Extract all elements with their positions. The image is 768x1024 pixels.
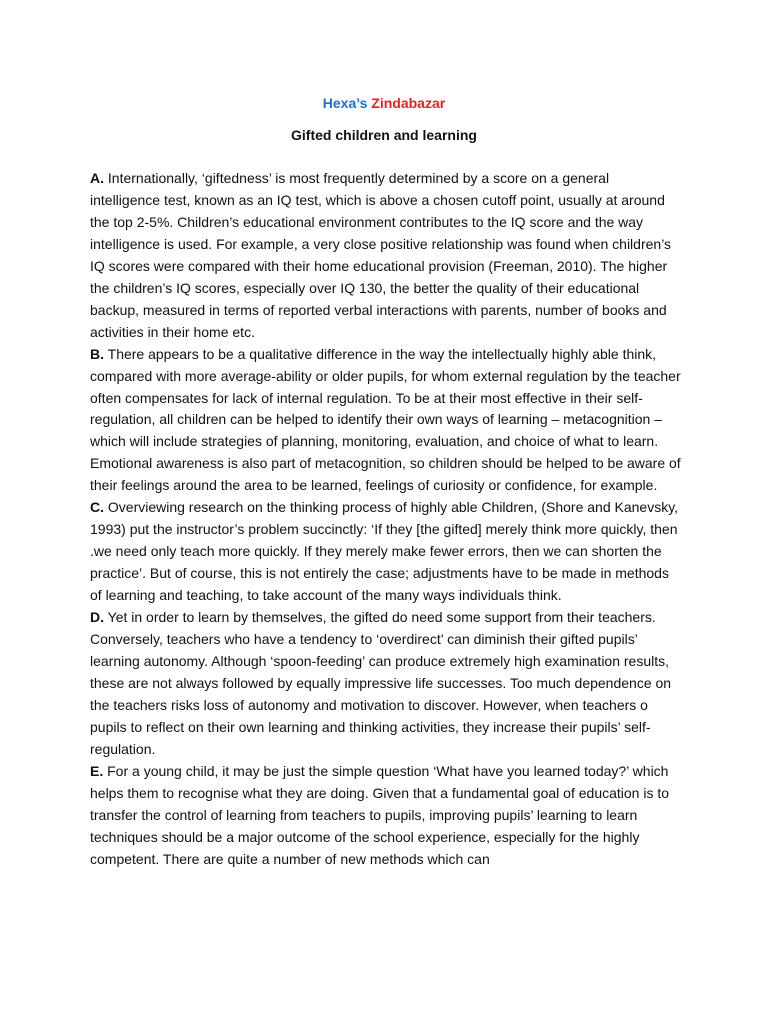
paragraph-e xyxy=(90,761,682,871)
paragraph-text: Internationally, ‘giftedness’ is most frequently determined by a score on a general intelligence test, known as an IQ test, which is above a chosen cutoff point, usually at around the top 2-5%. Children’s educational environment contributes to the IQ score and the way intelligence is used. For example, a very close positive relationship was found when children’s IQ scores were compared with their home educational provision (Freeman, 2010). The higher the children’s IQ scores, especially over IQ 130, the better the quality of their educational backup, measured in terms of reported verbal interactions with parents, number of books and activities in their home etc. xyxy=(90,170,672,340)
paragraph-letter: E. xyxy=(90,762,104,779)
brand-name-part2: Zindabazar xyxy=(371,95,446,111)
paragraph-text: There appears to be a qualitative difference in the way the intellectually highly able think, compared with more average-ability or older pupils, for whom external regulation by the teacher often compensates for lack of internal regulation. To be at their most effective in their self-regulation, all children can be helped to identify their own ways of learning – metacognition – which will include strategies of planning, monitoring, evaluation, and choice of what to learn. Emotional awareness is also part of metacognition, so children should be helped to be aware of their feelings around the area to be learned, feelings of curiosity or confidence, for example. xyxy=(90,345,681,494)
paragraph-letter: B. xyxy=(90,345,104,362)
paragraph-letter: D. xyxy=(90,609,104,626)
paragraph-text: For a young child, it may be just the simple question ‘What have you learned today?’ which helps them to recognise what they are doing. Given that a fundamental goal of education is to transfer the control of learning from teachers to pupils, improving pupils’ learning to learn techniques should be a major outcome of the school experience, especially for the highly competent. There are quite a number of new methods which can xyxy=(90,762,670,867)
paragraph-text: Overviewing research on the thinking process of highly able Children, (Shore and Kanevsky, 1993) put the instructor’s problem succinctly: ‘If they [the gifted] merely think more quickly, then .we need only teach more quickly. If they merely make fewer errors, then we can shorten the practice’. But of course, this is not entirely the case; adjustments have to be made in methods of learning and teaching, to take account of the many ways individuals think. xyxy=(90,499,679,604)
brand-name-part1: Hexa’s xyxy=(322,95,368,111)
article-body xyxy=(90,168,682,871)
brand-heading xyxy=(0,93,768,113)
paragraph-letter: C. xyxy=(90,499,104,516)
paragraph-letter: A. xyxy=(90,170,104,186)
paragraph-text: Yet in order to learn by themselves, the gifted do need some support from their teachers. Conversely, teachers who have a tendency to ‘overdirect’ can diminish their gifted pupils’ learning autonomy. Although ‘spoon-feeding’ can produce extremely high examination results, these are not always followed by equally impressive life successes. Too much dependence on the teachers risks loss of autonomy and motivation to discover. However, when teachers o pupils to reflect on their own learning and thinking activities, they increase their pupils’ self-regulation. xyxy=(90,609,672,757)
paragraph-c xyxy=(90,497,682,607)
page-title: Gifted children and learning xyxy=(291,127,477,143)
paragraph-a xyxy=(90,168,682,344)
paragraph-d xyxy=(90,607,682,761)
paragraph-b xyxy=(90,344,682,498)
